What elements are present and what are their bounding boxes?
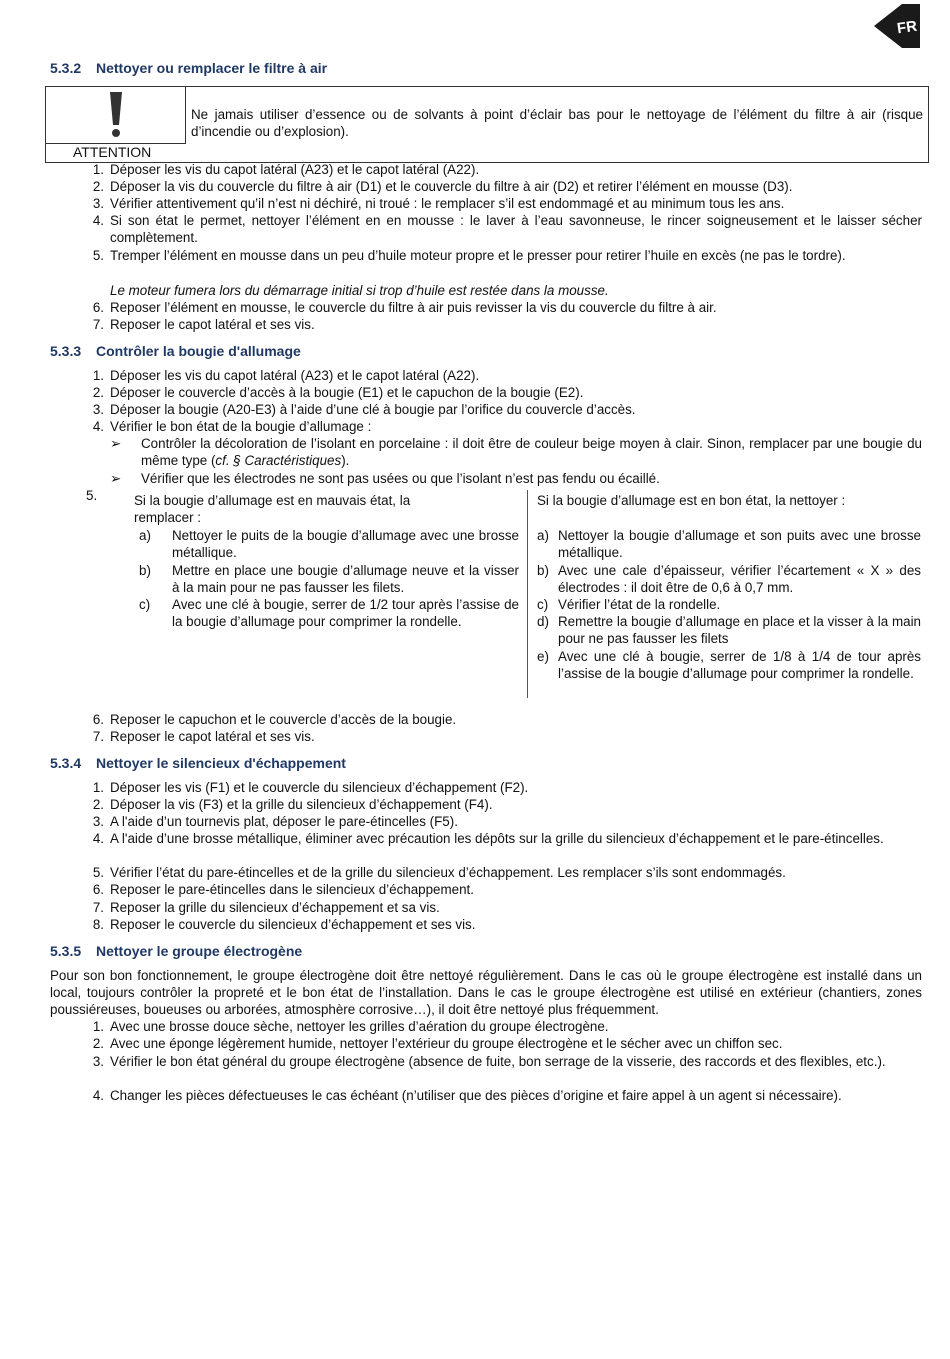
list-item: 4. Vérifier le bon état de la bougie d’allumage : [92, 419, 372, 434]
list-item: 1. Déposer les vis (F1) et le couvercle du silencieux d’échappement (F2). [92, 780, 529, 795]
list-item: 6. Reposer le capuchon et le couvercle d’accès de la bougie. [92, 712, 457, 727]
list-item: a) Nettoyer la bougie d’allumage et son puits avec une brosse métallique. [537, 528, 921, 561]
warning-text: Ne jamais utiliser d’essence ou de solvants à point d’éclair bas pour le nettoyage de l’élément du filtre à air (risque d’incendie ou d’explosion). [191, 107, 923, 140]
list-item: b) Avec une cale d’épaisseur, vérifier l’écartement « X » des électrodes : il doit être de 0,6 à 0,7 mm. [537, 563, 921, 596]
list-item: 3. A l'aide d’un tournevis plat, déposer le pare-étincelles (F5). [92, 814, 458, 829]
fr-language-badge [872, 2, 922, 50]
list-item: e) Avec une clé à bougie, serrer de 1/8 à 1/4 de tour après l’assise de la bougie d’allumage pour comprimer la rondelle. [537, 649, 921, 682]
warning-box [45, 86, 929, 163]
list-item: 2. Déposer le couvercle d’accès à la bougie (E1) et le capuchon de la bougie (E2). [92, 385, 584, 400]
warning-label: ATTENTION [73, 144, 152, 160]
list-item: 6. Reposer l’élément en mousse, le couvercle du filtre à air puis revisser la vis du couvercle du filtre à air. [92, 300, 717, 315]
section-heading-5-3-2: 5.3.2 Nettoyer ou remplacer le filtre à air [50, 60, 328, 76]
intro-paragraph: Pour son bon fonctionnement, le groupe électrogène doit être nettoyé régulièrement. Dans le cas où le groupe électrogène est installé dans un local, toujours contrôler la propreté et le bon état de l’installation. Dans le cas le groupe électrogène est utilisé en extérieur (chantiers, zones poussiéreuses, boueuses ou arborées, atmosphère corrosive…), il doit être nettoyé plus fréquemment. [50, 968, 922, 1018]
list-item: 1. Déposer les vis du capot latéral (A23) et le capot latéral (A22). [92, 368, 480, 383]
list-item: d) Remettre la bougie d’allumage en place et la visser à la main pour ne pas fausser les filets [537, 614, 921, 647]
fr-badge-label: FR [895, 17, 919, 38]
list-item: 7. Reposer le capot latéral et ses vis. [92, 729, 315, 744]
column-divider [527, 490, 528, 698]
list-item: 2. Avec une éponge légèrement humide, nettoyer l’extérieur du groupe électrogène et le sécher avec un chiffon sec. [92, 1036, 783, 1051]
arrow-bullet-icon: ➢ [110, 471, 122, 486]
list-item: a) Nettoyer le puits de la bougie d’allumage avec une brosse métallique. [139, 528, 519, 561]
step-number: 5. [86, 488, 98, 503]
list-item: 7. Reposer la grille du silencieux d’échappement et sa vis. [92, 900, 440, 915]
list-item: 3. Vérifier le bon état général du groupe électrogène (absence de fuite, bon serrage de la visserie, des raccords et des flexibles, etc.). [92, 1054, 886, 1069]
list-item: 2. Déposer la vis du couvercle du filtre à air (D1) et le couvercle du filtre à air (D2) et retirer l’élément en mousse (D3). [92, 179, 793, 194]
list-item: 5. Vérifier l’état du pare-étincelles et de la grille du silencieux d’échappement. Les remplacer s’ils sont endommagés. [92, 865, 786, 880]
left-column [134, 492, 519, 630]
bullet-item: ➢ Vérifier que les électrodes ne sont pas usées ou que l’isolant n’est pas fendu ou écaillé. [110, 471, 660, 486]
right-column [537, 492, 921, 682]
left-column-intro: Si la bougie d’allumage est en mauvais état, la remplacer : [134, 493, 411, 526]
list-item: 2. Déposer la vis (F3) et la grille du silencieux d’échappement (F4). [92, 797, 493, 812]
section-heading-5-3-3: 5.3.3 Contrôler la bougie d'allumage [50, 343, 301, 359]
exclamation-icon [108, 91, 124, 139]
italic-note: Le moteur fumera lors du démarrage initial si trop d’huile est restée dans la mousse. [110, 283, 609, 298]
list-item: 4. Changer les pièces défectueuses le cas échéant (n’utiliser que des pièces d’origine et faire appel à un agent si nécessaire). [92, 1088, 842, 1103]
list-item: 4. Si son état le permet, nettoyer l’élément en en mousse : le laver à l’eau savonneuse, le rincer soigneusement et le laisser sécher complètement. [92, 213, 922, 246]
list-item: 8. Reposer le couvercle du silencieux d’échappement et ses vis. [92, 917, 476, 932]
list-item: b) Mettre en place une bougie d’allumage neuve et la visser à la main pour ne pas fausser les filets. [139, 563, 519, 596]
list-item: 5. Tremper l’élément en mousse dans un peu d’huile moteur propre et le presser pour retirer l’huile en excès (ne pas le tordre). [92, 248, 846, 263]
bullet-item: ➢ Contrôler la décoloration de l’isolant en porcelaine : il doit être de couleur beige moyen à clair. Sinon, remplacer par une bougie du même type (cf. § Caractéristiques). [110, 436, 922, 469]
list-item: 1. Avec une brosse douce sèche, nettoyer les grilles d’aération du groupe électrogène. [92, 1019, 609, 1034]
list-item: 7. Reposer le capot latéral et ses vis. [92, 317, 315, 332]
list-item: 4. A l'aide d’une brosse métallique, éliminer avec précaution les dépôts sur la grille du silencieux d’échappement et le pare-étincelles. [92, 831, 884, 846]
list-item: 6. Reposer le pare-étincelles dans le silencieux d’échappement. [92, 882, 474, 897]
right-column-intro: Si la bougie d’allumage est en bon état, la nettoyer : [537, 493, 846, 508]
list-item: c) Vérifier l’état de la rondelle. [537, 597, 721, 612]
section-heading-5-3-5: 5.3.5 Nettoyer le groupe électrogène [50, 943, 303, 959]
list-item: 3. Déposer la bougie (A20-E3) à l’aide d’une clé à bougie par l’orifice du couvercle d’accès. [92, 402, 636, 417]
warning-icon-cell [46, 87, 186, 144]
arrow-bullet-icon: ➢ [110, 436, 122, 451]
list-item: c) Avec une clé à bougie, serrer de 1/2 tour après l’assise de la bougie d’allumage pour comprimer la rondelle. [139, 597, 519, 630]
list-item: 1. Déposer les vis du capot latéral (A23) et le capot latéral (A22). [92, 162, 480, 177]
list-item: 3. Vérifier attentivement qu’il n’est ni déchiré, ni troué : le remplacer s’il est endommagé et au minimum tous les ans. [92, 196, 785, 211]
section-heading-5-3-4: 5.3.4 Nettoyer le silencieux d'échappement [50, 755, 346, 771]
